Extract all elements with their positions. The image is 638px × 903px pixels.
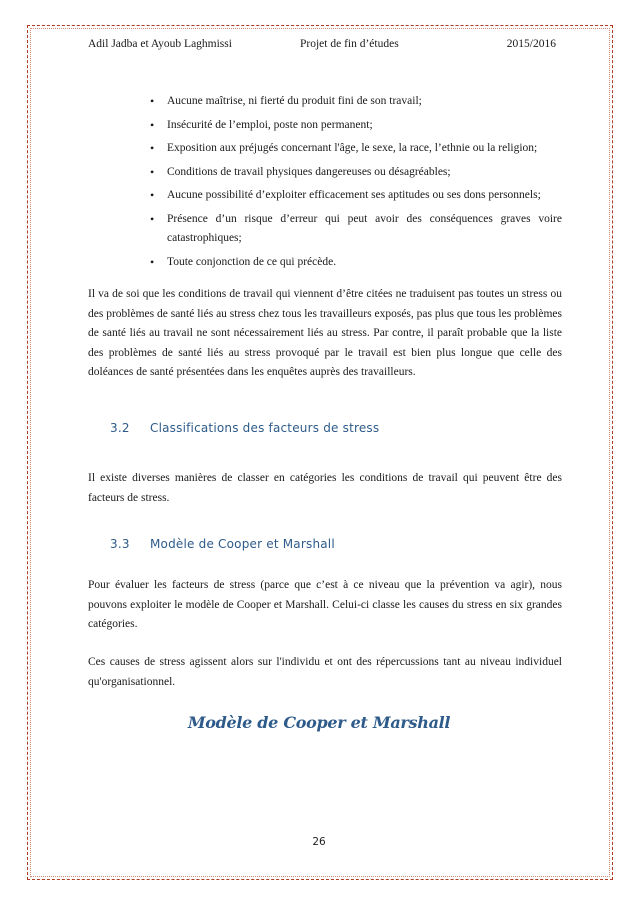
list-item: • Présence d’un risque d’erreur qui peut avoir des conséquences graves voire catastrophiques; — [150, 211, 562, 244]
stress-conditions-list — [150, 92, 562, 276]
paragraph-cooper-marshall-intro: Pour évaluer les facteurs de stress (parce que c’est à ce niveau que la prévention va agir), nous pouvons exploiter le modèle de Cooper et Marshall. Celui-ci classe les causes du stress en six grandes catégories. — [88, 579, 562, 630]
bullet-icon: • — [150, 254, 155, 269]
bullet-icon: • — [150, 164, 155, 179]
page-header — [88, 38, 556, 54]
figure-title: Modèle de Cooper et Marshall — [187, 713, 451, 732]
paragraph-stress-conditions: Il va de soi que les conditions de travail qui viennent d’être citées ne traduisent pas toutes un stress ou des problèmes de santé liés au stress chez tous les travailleurs exposés, pas plus que tous les problèmes de santé liés au travail ne sont nécessairement liés au stress. Par contre, il paraît probable que la liste des problèmes de santé liés au stress provoqué par le travail est bien plus longue que celle des doléances de santé présentées dans les enquêtes auprès des travailleurs. — [88, 288, 562, 378]
section-heading-cooper-marshall — [110, 537, 335, 551]
paragraph-classifications: Il existe diverses manières de classer en catégories les conditions de travail qui peuvent être des facteurs de stress. — [88, 472, 562, 504]
list-item: • Toute conjonction de ce qui précède. — [150, 253, 562, 273]
bullet-icon: • — [150, 141, 155, 155]
bullet-icon: • — [150, 94, 155, 108]
list-item: • Aucune maîtrise, ni fierté du produit fini de son travail; — [150, 92, 562, 112]
list-item: • Insécurité de l’emploi, poste non permanent; — [150, 116, 562, 136]
bullet-icon: • — [150, 211, 155, 226]
list-item: • Exposition aux préjugés concernant l'âge, le sexe, la race, l’ethnie ou la religion; — [150, 139, 562, 159]
bullet-icon: • — [150, 117, 155, 132]
paragraph-consequences: Ces causes de stress agissent alors sur l'individu et ont des répercussions tant au niveau individuel qu'organisationnel. — [88, 656, 562, 688]
section-number: 3.2 — [110, 421, 130, 435]
bullet-icon: • — [150, 188, 155, 202]
header-authors: Adil Jadba et Ayoub Laghmissi — [88, 38, 232, 50]
section-number: 3.3 — [110, 537, 130, 551]
list-item: • Aucune possibilité d’exploiter efficacement ses aptitudes ou ses dons personnels; — [150, 186, 562, 206]
header-year: 2015/2016 — [506, 38, 556, 50]
section-title: Classifications des facteurs de stress — [150, 421, 380, 435]
section-heading-classifications — [110, 421, 379, 435]
section-title: Modèle de Cooper et Marshall — [150, 537, 335, 551]
list-item: • Conditions de travail physiques dangereuses ou désagréables; — [150, 163, 562, 183]
page-number: 26 — [312, 836, 326, 848]
header-project: Projet de fin d’études — [300, 38, 399, 50]
